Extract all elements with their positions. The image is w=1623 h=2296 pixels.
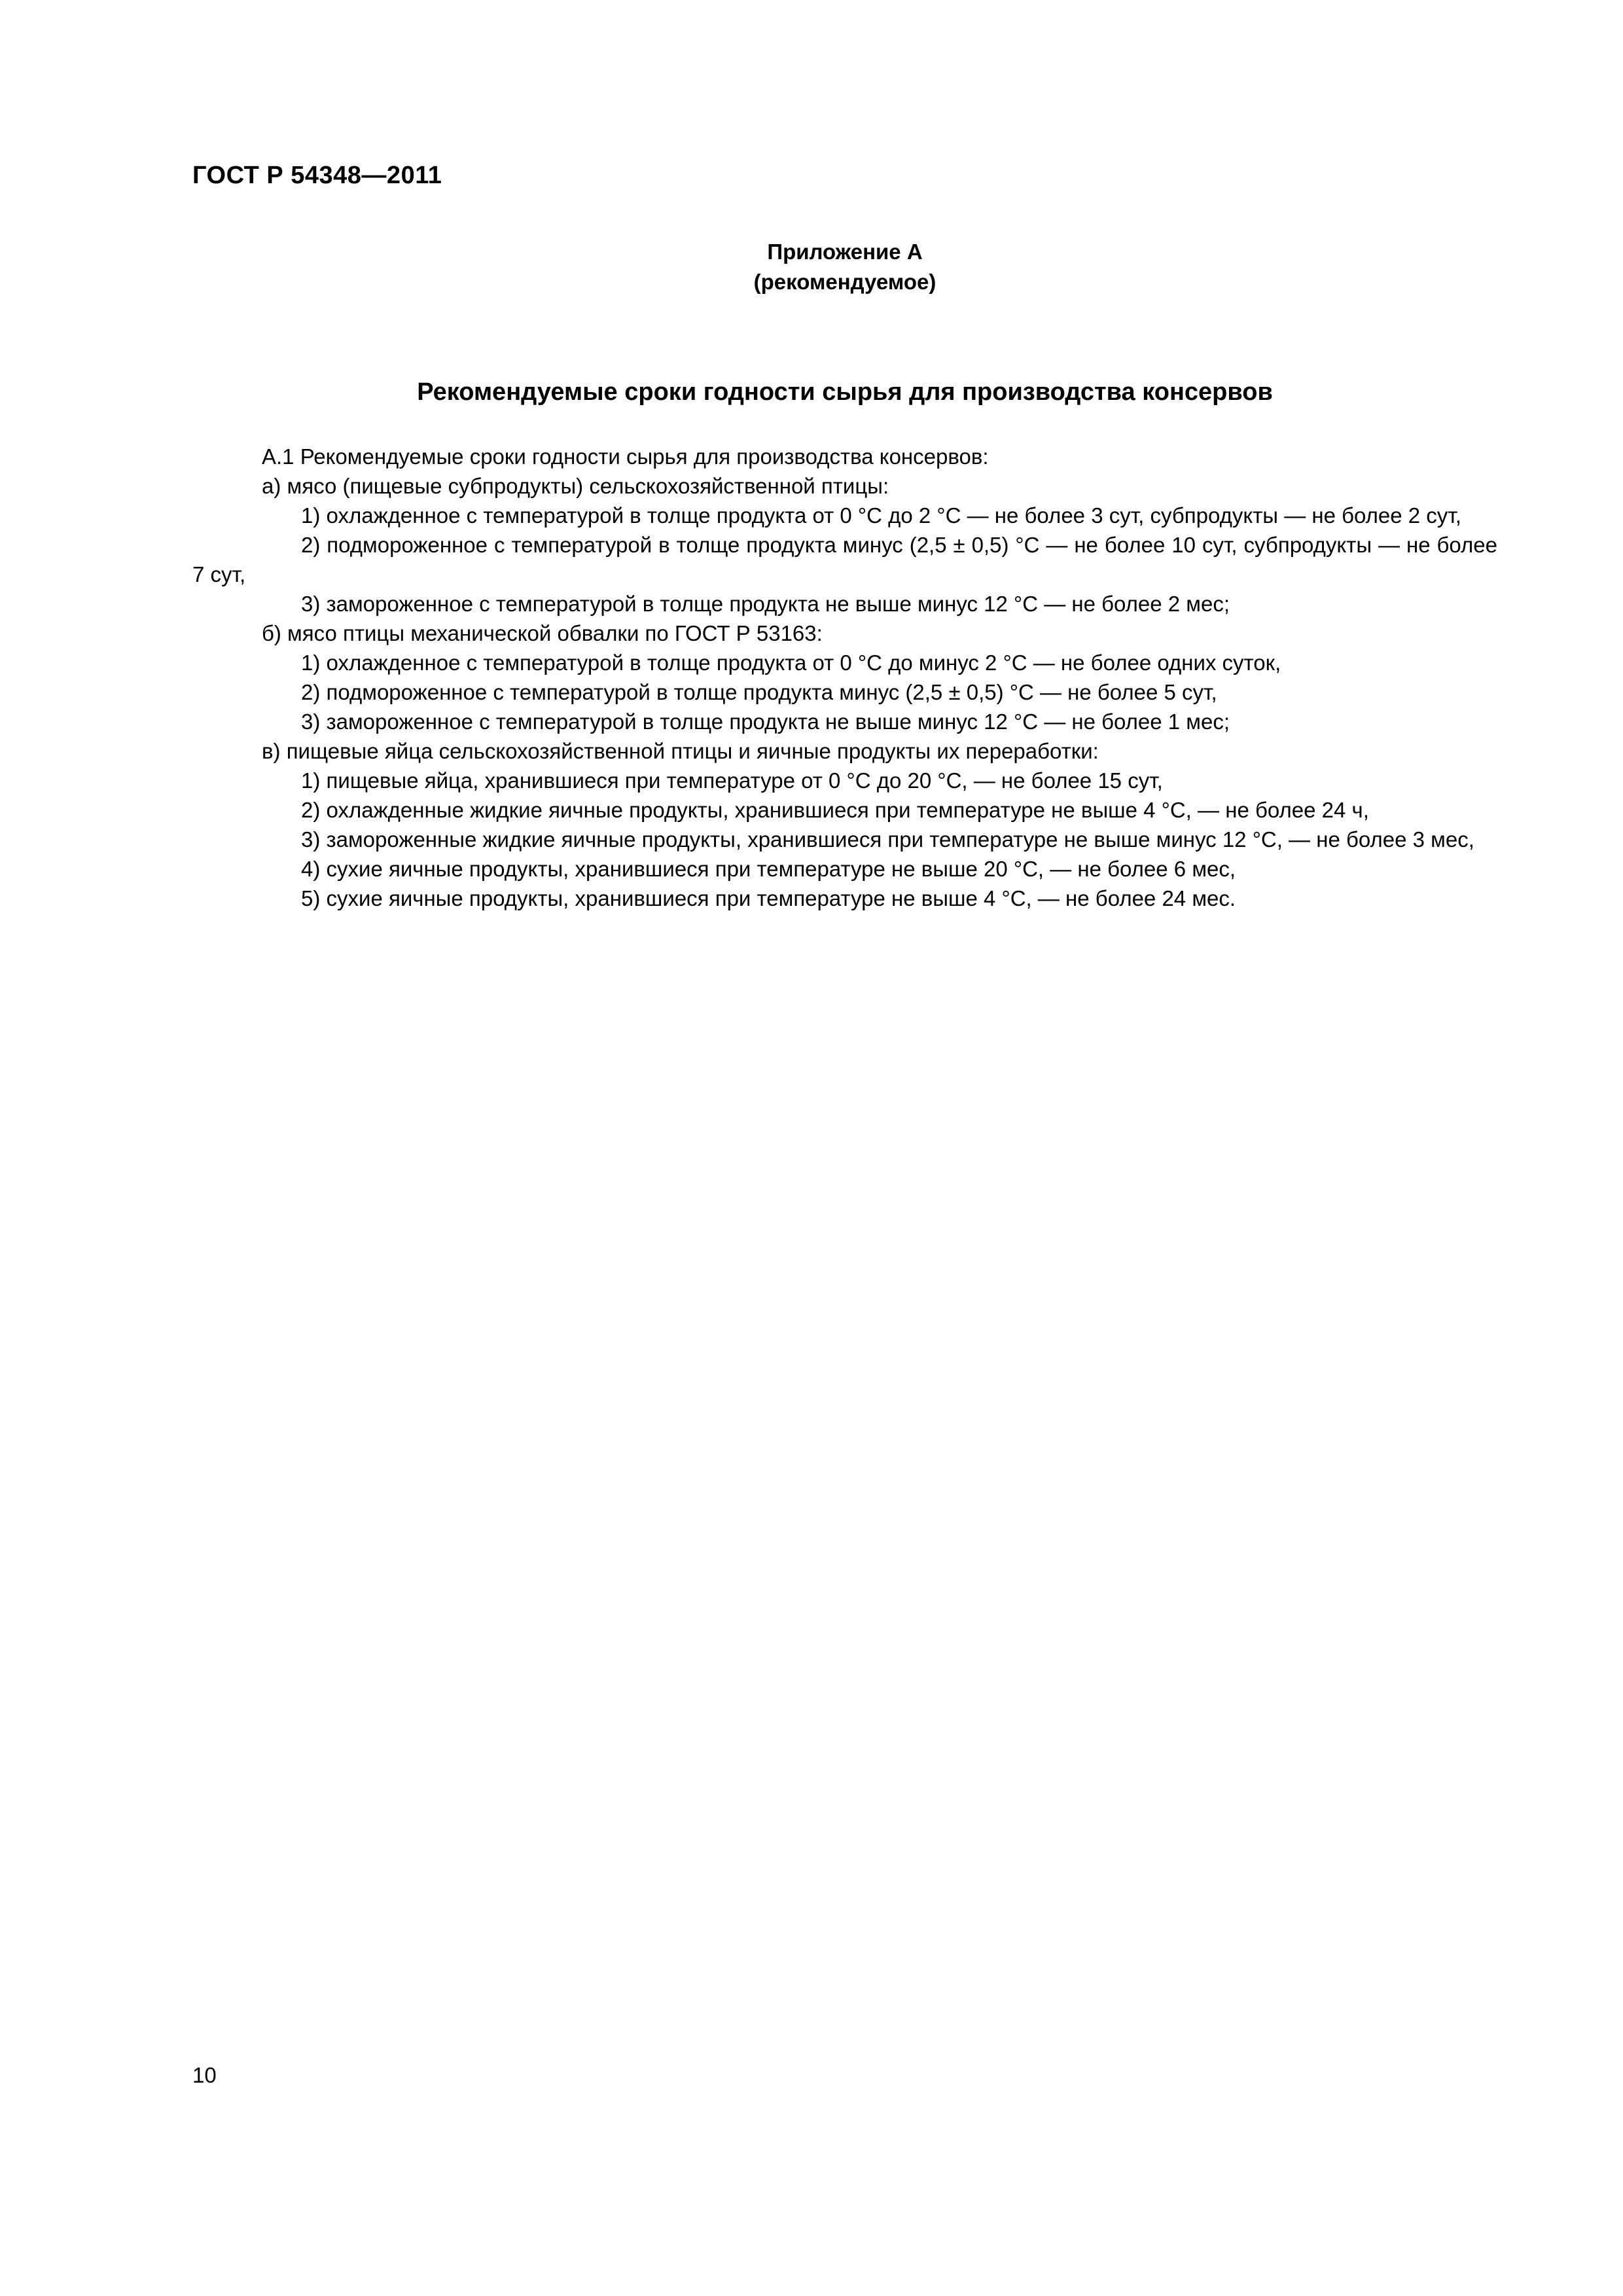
paragraph-v: в) пищевые яйца сельскохозяйственной птицы и яичные продукты их переработки: (262, 739, 1099, 763)
paragraph-v-4: 4) сухие яичные продукты, хранившиеся при температуре не выше 20 °С, — не более 6 мес, (301, 857, 1236, 881)
paragraph-v-5: 5) сухие яичные продукты, хранившиеся при температуре не выше 4 °С, — не более 24 мес. (301, 886, 1236, 910)
paragraph-b-2: 2) подмороженное с температурой в толще продукта минус (2,5 ± 0,5) °С — не более 5 сут, (301, 680, 1217, 704)
page-number: 10 (192, 2063, 217, 2087)
paragraph-a-1: 1) охлажденное с температурой в толще продукта от 0 °С до 2 °С — не более 3 сут, субпродукты — не более 2 сут, (301, 503, 1461, 528)
paragraph-v-3: 3) замороженные жидкие яичные продукты, хранившиеся при температуре не выше минус 12 °С, — не более 3 мес, (301, 827, 1474, 852)
annex-status: (рекомендуемое) (753, 270, 936, 294)
paragraph-v-2: 2) охлажденные жидкие яичные продукты, хранившиеся при температуре не выше 4 °С, — не более 24 ч, (301, 798, 1369, 822)
body-text (192, 442, 1497, 913)
annex-title: Приложение А (767, 240, 923, 264)
paragraph-b: б) мясо птицы механической обвалки по ГОСТ Р 53163: (262, 621, 823, 645)
paragraph-a: а) мясо (пищевые субпродукты) сельскохозяйственной птицы: (262, 474, 889, 498)
paragraph-v-1: 1) пищевые яйца, хранившиеся при температуре от 0 °С до 20 °С, — не более 15 сут, (301, 768, 1163, 793)
paragraph-a1: А.1 Рекомендуемые сроки годности сырья для производства консервов: (262, 444, 989, 469)
annex-heading (192, 237, 1497, 297)
paragraph-b-3: 3) замороженное с температурой в толще продукта не выше минус 12 °С — не более 1 мес; (301, 709, 1230, 734)
paragraph-a-2: 2) подмороженное с температурой в толще продукта минус (2,5 ± 0,5) °С — не более 10 сут, субпродукты — не более 7 сут, (192, 533, 1497, 586)
paragraph-a-3: 3) замороженное с температурой в толще продукта не выше минус 12 °С — не более 2 мес; (301, 592, 1230, 616)
document-header: ГОСТ Р 54348—2011 (192, 162, 442, 189)
section-title: Рекомендуемые сроки годности сырья для производства консервов (417, 378, 1273, 406)
paragraph-b-1: 1) охлажденное с температурой в толще продукта от 0 °С до минус 2 °С — не более одних суток, (301, 651, 1281, 675)
